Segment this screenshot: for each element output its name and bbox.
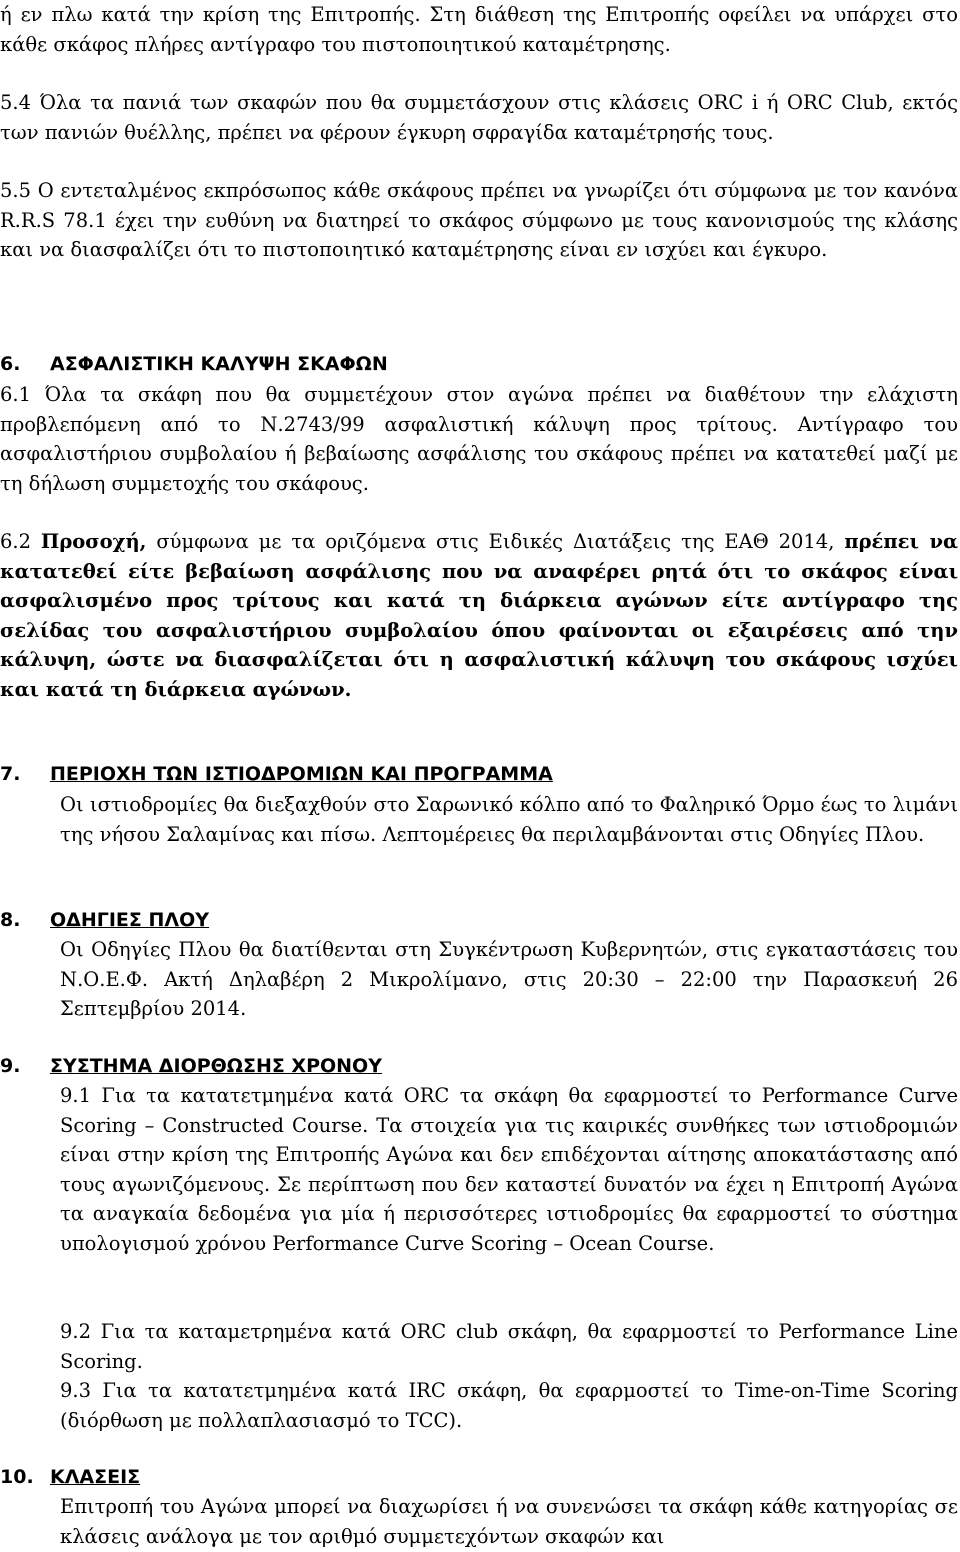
paragraph-8: Οι Οδηγίες Πλου θα διατίθενται στη Συγκέντρωση Κυβερνητών, στις εγκαταστάσεις του Ν.Ο.Ε.Φ. Ακτή Δηλαβέρη 2 Μικρολίμανο, στις 20:30 – 22:00 την Παρασκευή 26 Σεπτεμβρίου 2014. <box>60 938 958 1020</box>
heading-number: 6. <box>0 353 21 375</box>
heading-number: 10. <box>0 1466 34 1488</box>
heading-title: ΑΣΦΑΛΙΣΤΙΚΗ ΚΑΛΥΨΗ ΣΚΑΦΩΝ <box>50 353 388 375</box>
paragraph-9-3: 9.3 Για τα κατατετμημένα κατά IRC σκάφη, θα εφαρμοστεί το Time-on-Time Scoring (διόρθωση με πολλαπλασιασμό το TCC). <box>60 1379 958 1432</box>
paragraph-text: σύμφωνα με τα οριζόμενα στις Ειδικές Διατάξεις της ΕΑΘ 2014, <box>156 530 835 553</box>
heading-number: 7. <box>0 763 21 785</box>
heading-number: 9. <box>0 1055 21 1077</box>
emphasized-text: πρέπει να κατατεθεί είτε βεβαίωση ασφάλισης που να αναφέρει ρητά ότι το σκάφος είναι ασφαλισμένο προς τρίτους και κατά τη διάρκεια αγώνων είτε αντίγραφο της σελίδας του ασφαλιστήριου συμβολαίου όπου φαίνονται οι εξαιρέσεις από την κάλυψη, ώστε να διασφαλίζεται ότι η ασφαλιστική κάλυψη του σκάφους ισχύει και κατά τη διάρκεια αγώνων. <box>0 530 958 701</box>
heading-section-7 <box>0 760 553 790</box>
paragraph-5-5: 5.5 Ο εντεταλμένος εκπρόσωπος κάθε σκάφους πρέπει να γνωρίζει ότι σύμφωνα με τον κανόνα R.R.S 78.1 έχει την ευθύνη να διατηρεί το σκάφος σύμφωνο με τους κανονισμούς της κλάσης και να διασφαλίζει ότι το πιστοποιητικό καταμέτρησης είναι εν ισχύει και έγκυρο. <box>0 179 958 261</box>
section-5-continued: ή εν πλω κατά την κρίση της Επιτροπής. Στη διάθεση της Επιτροπής οφείλει να υπάρχει στο κάθε σκάφος πλήρες αντίγραφο του πιστοποιητικού καταμέτρησης. <box>0 3 958 56</box>
paragraph-number: 6.2 <box>0 530 32 553</box>
paragraph-10: Επιτροπή του Αγώνα μπορεί να διαχωρίσει ή να συνενώσει τα σκάφη κάθε κατηγορίας σε κλάσεις ανάλογα με τον αριθμό συμμετεχόντων σκαφών και <box>60 1495 958 1548</box>
heading-section-9 <box>0 1052 382 1082</box>
heading-section-6 <box>0 350 388 380</box>
heading-title: ΣΥΣΤΗΜΑ ΔΙΟΡΘΩΣΗΣ ΧΡΟΝΟΥ <box>50 1055 382 1077</box>
paragraph-6-1: 6.1 Όλα τα σκάφη που θα συμμετέχουν στον αγώνα πρέπει να διαθέτουν την ελάχιστη προβλεπόμενη από το Ν.2743/99 ασφαλιστική κάλυψη προς τρίτους. Αντίγραφο του ασφαλιστήριου συμβολαίου ή βεβαίωσης ασφάλισης του σκάφους πρέπει να κατατεθεί μαζί με τη δήλωση συμμετοχής του σκάφους. <box>0 383 958 495</box>
heading-number: 8. <box>0 909 21 931</box>
paragraph-9-2: 9.2 Για τα καταμετρημένα κατά ORC club σκάφη, θα εφαρμοστεί το Performance Line Scoring. <box>60 1320 958 1373</box>
heading-title: ΟΔΗΓΙΕΣ ΠΛΟΥ <box>50 909 210 931</box>
attention-label: Προσοχή, <box>40 530 147 553</box>
heading-section-10 <box>0 1463 140 1493</box>
paragraph-9-1: 9.1 Για τα κατατετμημένα κατά ORC τα σκάφη θα εφαρμοστεί το Performance Curve Scoring – Constructed Course. Τα στοιχεία για τις καιρικές συνθήκες των ιστιοδρομιών είναι στην κρίση της Επιτροπής Αγώνα και δεν επιδέχονται αίτησης αποκατάστασης από τους αγωνιζόμενους. Σε περίπτωση που δεν καταστεί δυνατόν να έχει η Επιτροπή Αγώνα τα αναγκαία δεδομένα για μία ή περισσότερες ιστιοδρομίες θα εφαρμοστεί το σύστημα υπολογισμού χρόνου Performance Curve Scoring – Ocean Course. <box>60 1084 958 1255</box>
paragraph-6-2 <box>0 527 958 704</box>
heading-section-8 <box>0 906 209 936</box>
paragraph-7: Οι ιστιοδρομίες θα διεξαχθούν στο Σαρωνικό κόλπο από το Φαληρικό Όρμο έως το λιμάνι της νήσου Σαλαμίνας και πίσω. Λεπτομέρειες θα περιλαμβάνονται στις Οδηγίες Πλου. <box>60 793 958 846</box>
heading-title: ΠΕΡΙΟΧΗ ΤΩΝ ΙΣΤΙΟΔΡΟΜΙΩΝ ΚΑΙ ΠΡΟΓΡΑΜΜΑ <box>50 763 553 785</box>
heading-title: ΚΛΑΣΕΙΣ <box>50 1466 141 1488</box>
paragraph-5-4: 5.4 Όλα τα πανιά των σκαφών που θα συμμετάσχουν στις κλάσεις ORC i ή ORC Club, εκτός των πανιών θυέλλης, πρέπει να φέρουν έγκυρη σφραγίδα καταμέτρησής τους. <box>0 91 958 144</box>
